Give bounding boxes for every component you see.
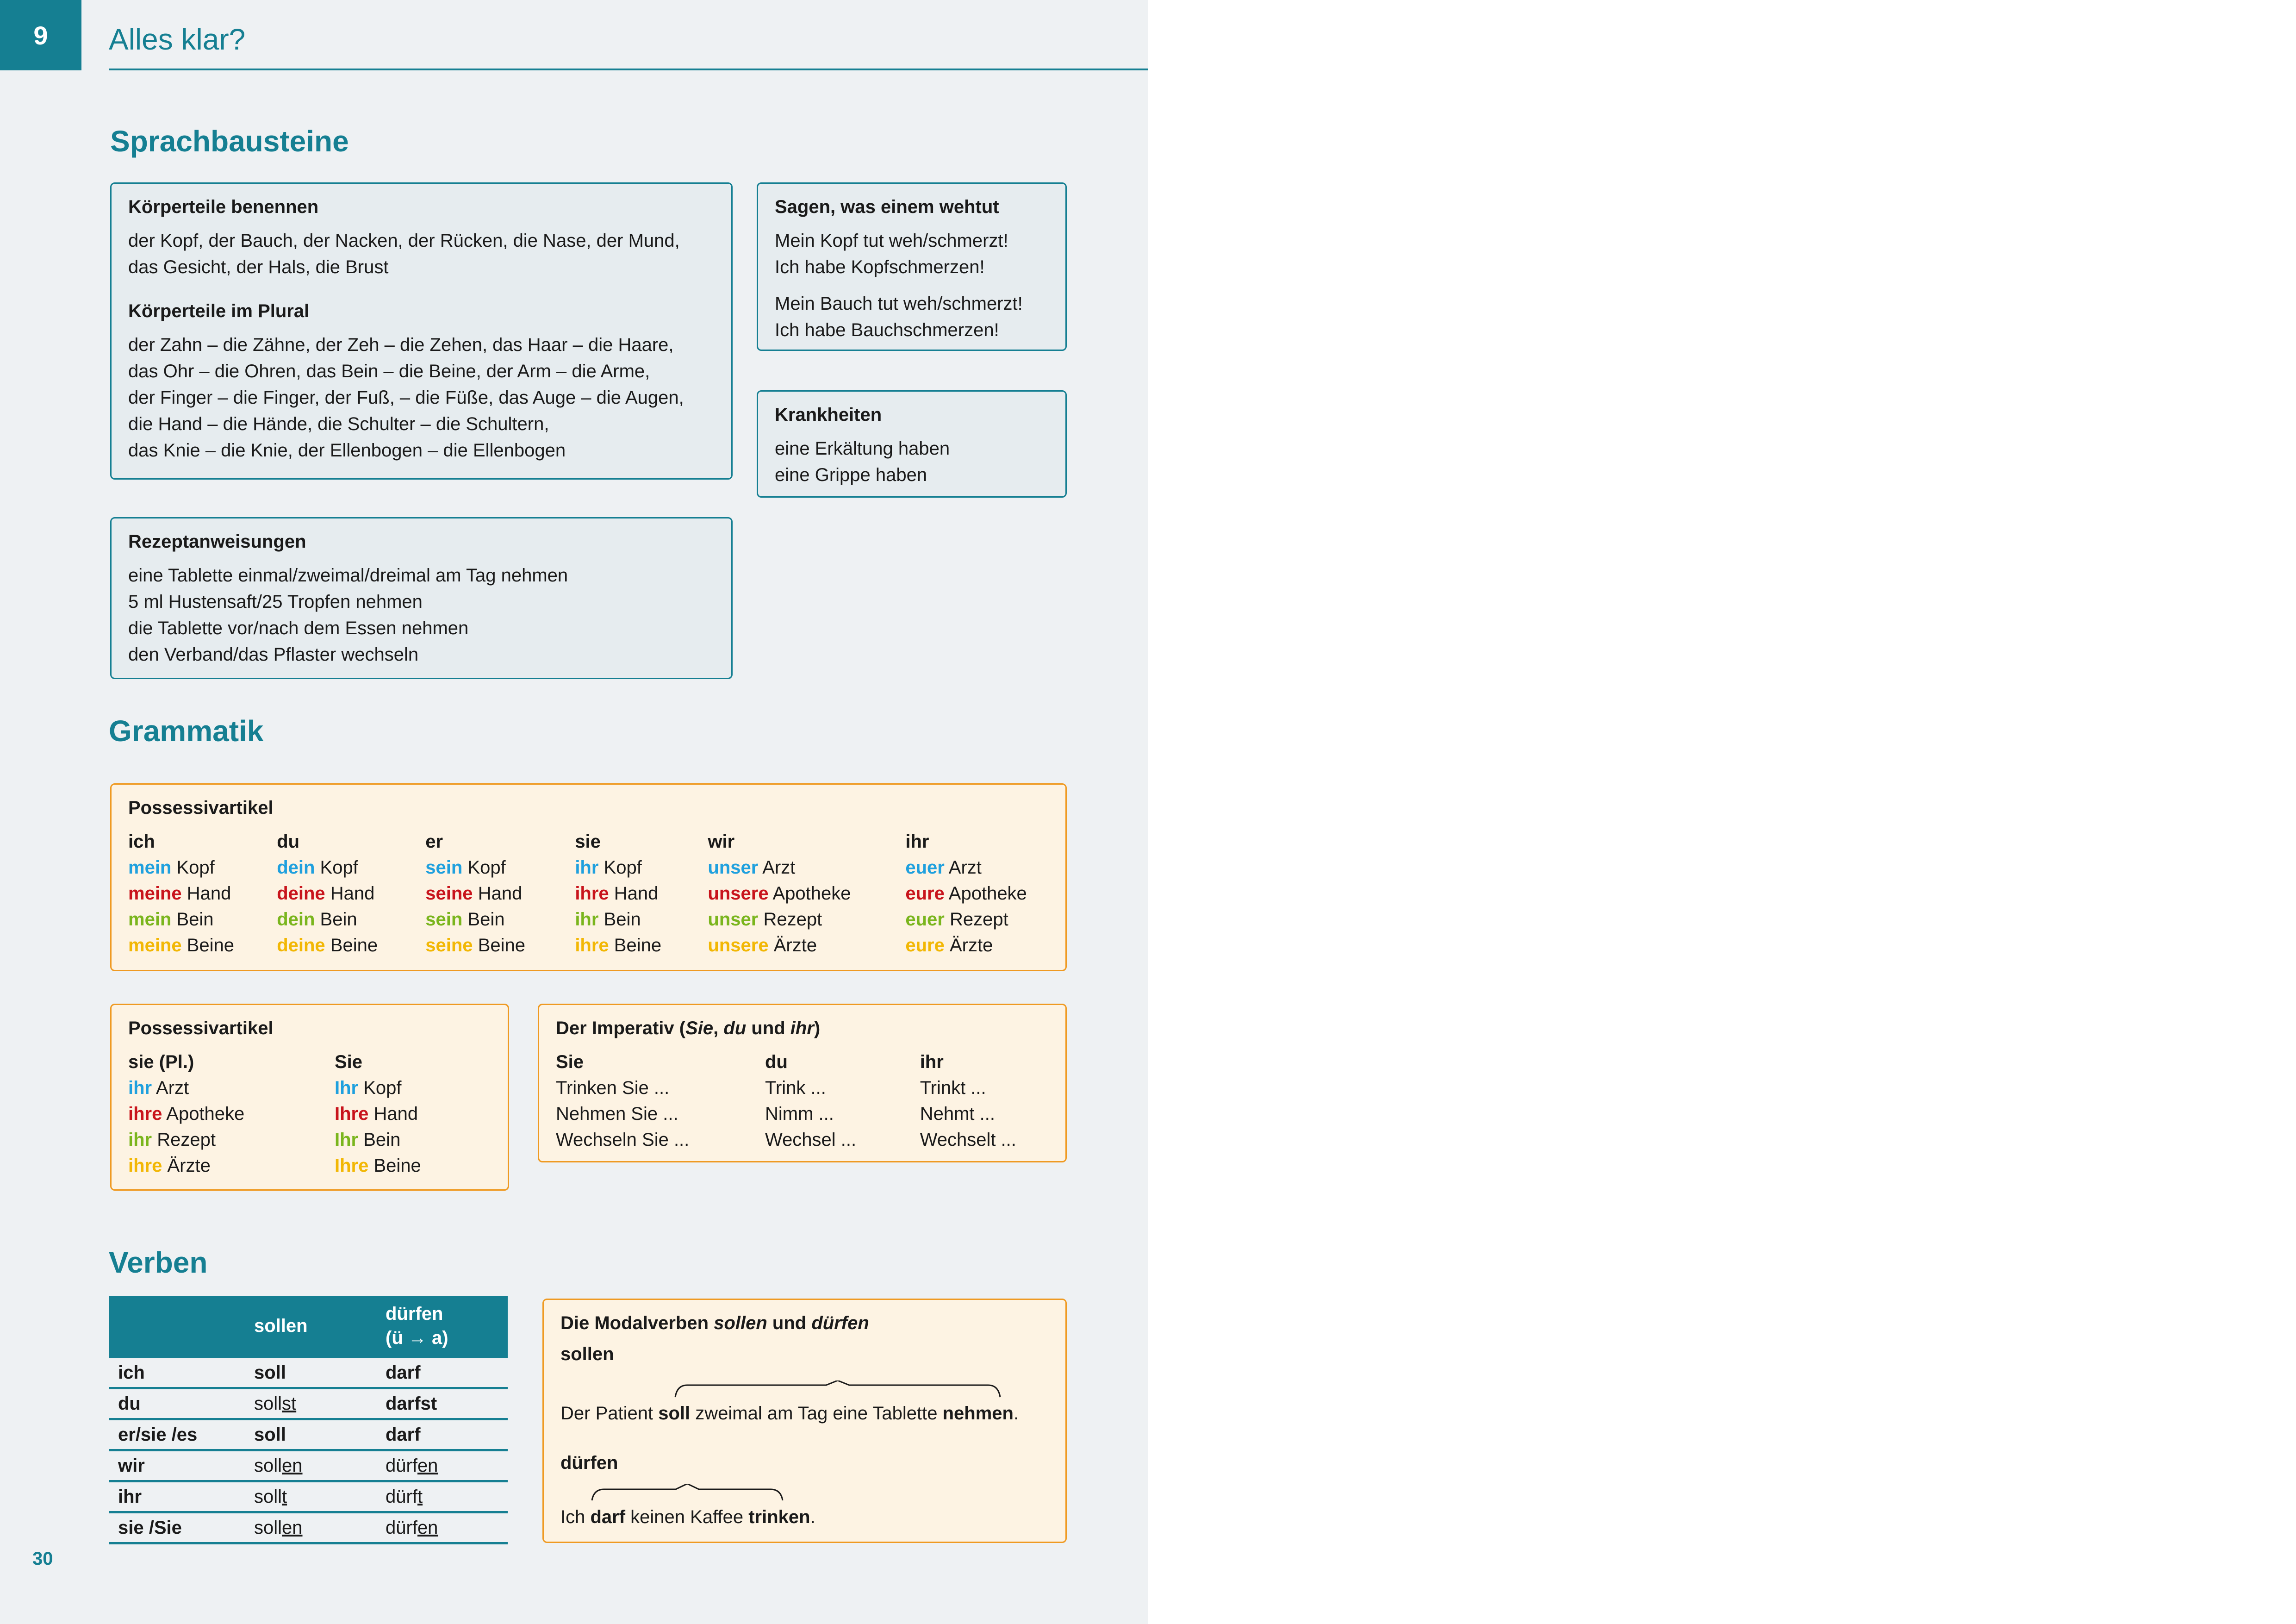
- box-possessivartikel-sie: [110, 1004, 509, 1191]
- noun: Ärzte: [950, 935, 993, 956]
- article: sein: [425, 857, 463, 878]
- box-title: Krankheiten: [775, 405, 882, 425]
- box-title: [556, 1018, 1049, 1039]
- article: deine: [277, 883, 325, 904]
- possessive-cell: [277, 881, 425, 906]
- form-duerfen: [376, 1357, 508, 1388]
- article: dein: [277, 857, 315, 878]
- possessive-cell: [277, 906, 425, 932]
- table-header-duerfen: [376, 1296, 508, 1357]
- article: ihre: [128, 1104, 162, 1124]
- noun: Beine: [614, 935, 662, 956]
- main-verb: nehmen: [942, 1403, 1014, 1424]
- title-text: Sie: [685, 1018, 714, 1038]
- possessive-cell: [708, 881, 905, 906]
- box-title: Possessivartikel: [128, 798, 274, 818]
- section-heading-verben: Verben: [109, 1246, 208, 1279]
- possessive-cell: [128, 906, 277, 932]
- article: sein: [425, 909, 463, 930]
- text-line: eine Grippe haben: [775, 465, 927, 485]
- modal-verb: soll: [658, 1403, 691, 1424]
- article: seine: [425, 883, 473, 904]
- stem: soll: [254, 1455, 282, 1476]
- page-title: Alles klar?: [109, 23, 246, 56]
- imperative-table: [556, 1049, 1049, 1153]
- imperative-cell: Wechselt ...: [920, 1130, 1016, 1150]
- sentence-text: Ich: [560, 1507, 591, 1527]
- imperative-cell: Wechseln Sie ...: [556, 1130, 690, 1150]
- col-head: sie (Pl.): [128, 1052, 194, 1072]
- col-head: du: [277, 831, 300, 852]
- col-head: ihr: [920, 1052, 944, 1072]
- sentence-text: keinen Kaffee: [625, 1507, 749, 1527]
- possessive-cell: [425, 855, 575, 881]
- box-koerperteile: [110, 182, 733, 480]
- ending: st: [282, 1393, 297, 1414]
- article: meine: [128, 883, 182, 904]
- section-heading-grammatik: Grammatik: [109, 714, 264, 748]
- text-line: Ich habe Kopfschmerzen!: [775, 257, 985, 277]
- sentence-text: .: [810, 1507, 815, 1527]
- possessive-cell: [128, 1153, 335, 1179]
- col-head: wir: [708, 831, 735, 852]
- ending: t: [417, 1486, 423, 1507]
- form-sollen: [245, 1357, 376, 1388]
- possessive-cell: [425, 881, 575, 906]
- noun: Kopf: [320, 857, 358, 878]
- sentence-text: zweimal am Tag eine Tablette: [690, 1403, 943, 1424]
- possessive-table: [128, 1049, 487, 1179]
- text-line: Mein Bauch tut weh/schmerzt!: [775, 294, 1023, 314]
- noun: Arzt: [762, 857, 796, 878]
- title-text: ): [814, 1018, 821, 1038]
- article: eure: [905, 883, 945, 904]
- possessive-cell: [905, 881, 1049, 906]
- article: ihr: [128, 1078, 152, 1098]
- title-text: sollen: [714, 1313, 767, 1333]
- noun: Ärzte: [773, 935, 817, 956]
- noun: Arzt: [948, 857, 982, 878]
- box-title: Rezeptanweisungen: [128, 531, 306, 552]
- ending: en: [282, 1455, 303, 1476]
- example-label-duerfen: dürfen: [560, 1453, 618, 1473]
- noun: Beine: [187, 935, 235, 956]
- stem: darf: [386, 1424, 421, 1445]
- text-line: das Gesicht, der Hals, die Brust: [128, 257, 389, 277]
- possessive-cell: [335, 1153, 487, 1179]
- form-duerfen: [376, 1388, 508, 1419]
- imperative-cell: Nehmen Sie ...: [556, 1104, 678, 1124]
- box-title: Körperteile benennen: [128, 197, 319, 217]
- title-text: ihr: [790, 1018, 814, 1038]
- ending: en: [417, 1455, 438, 1476]
- possessive-cell: [708, 932, 905, 958]
- title-text: und: [746, 1018, 790, 1038]
- text-line: das Knie – die Knie, der Ellenbogen – die Ellenbogen: [128, 440, 566, 461]
- chapter-number: 9: [33, 20, 48, 50]
- article: dein: [277, 909, 315, 930]
- table-row: [109, 1512, 508, 1543]
- possessive-cell: [128, 881, 277, 906]
- modal-verb: darf: [590, 1507, 626, 1527]
- person: er/sie /es: [109, 1419, 245, 1450]
- noun: Hand: [330, 883, 375, 904]
- article: euer: [905, 857, 945, 878]
- text-line: der Finger – die Finger, der Fuß, – die Füße, das Auge – die Augen,: [128, 387, 684, 408]
- possessive-cell: [708, 855, 905, 881]
- possessive-cell: [575, 906, 708, 932]
- noun: Hand: [478, 883, 523, 904]
- text-line: die Tablette vor/nach dem Essen nehmen: [128, 618, 469, 638]
- imperative-cell: Trinken Sie ...: [556, 1078, 670, 1098]
- article: ihre: [575, 883, 609, 904]
- text-line: das Ohr – die Ohren, das Bein – die Beine, der Arm – die Arme,: [128, 361, 650, 381]
- text-line: die Hand – die Hände, die Schulter – die Schultern,: [128, 414, 549, 434]
- col-head: er: [425, 831, 443, 852]
- possessive-cell: [575, 855, 708, 881]
- col-head: Sie: [556, 1052, 584, 1072]
- imperative-cell: Trinkt ...: [920, 1078, 986, 1098]
- table-row: [109, 1481, 508, 1512]
- form-sollen: [245, 1481, 376, 1512]
- text-line: 5 ml Hustensaft/25 Tropfen nehmen: [128, 592, 423, 612]
- example-sentence-duerfen: [560, 1507, 815, 1528]
- article: seine: [425, 935, 473, 956]
- stem: soll: [254, 1393, 282, 1414]
- text-line: Mein Kopf tut weh/schmerzt!: [775, 231, 1008, 251]
- form-duerfen: [376, 1450, 508, 1481]
- stem: soll: [254, 1362, 286, 1383]
- person: ihr: [109, 1481, 245, 1512]
- noun: Arzt: [156, 1078, 189, 1098]
- title-text: du: [723, 1018, 747, 1038]
- stem: soll: [254, 1424, 286, 1445]
- possessive-cell: [128, 932, 277, 958]
- possessive-cell: [425, 932, 575, 958]
- header-line: (ü → a): [386, 1328, 448, 1348]
- imperative-cell: Nimm ...: [765, 1104, 834, 1124]
- stem: darf: [386, 1362, 421, 1383]
- possessive-cell: [277, 855, 425, 881]
- possessive-cell: [905, 906, 1049, 932]
- section-heading-sprachbausteine: Sprachbausteine: [110, 125, 349, 158]
- table-row: [109, 1357, 508, 1388]
- article: euer: [905, 909, 945, 930]
- ending: en: [417, 1517, 438, 1538]
- text-line: eine Erkältung haben: [775, 438, 950, 459]
- stem: soll: [254, 1486, 282, 1507]
- header-line: dürfen: [386, 1304, 443, 1324]
- title-text: Die Modalverben: [560, 1313, 714, 1333]
- form-sollen: [245, 1450, 376, 1481]
- title-text: dürfen: [811, 1313, 869, 1333]
- col-head: ich: [128, 831, 155, 852]
- text-line: der Kopf, der Bauch, der Nacken, der Rücken, die Nase, der Mund,: [128, 231, 680, 251]
- noun: Bein: [604, 909, 641, 930]
- article: ihre: [128, 1156, 162, 1176]
- verb-conjugation-table: [109, 1296, 508, 1544]
- noun: Rezept: [950, 909, 1008, 930]
- example-label-sollen: sollen: [560, 1344, 614, 1364]
- box-title: [560, 1313, 1049, 1334]
- box-wehtun: [757, 182, 1067, 351]
- article: meine: [128, 935, 182, 956]
- article: eure: [905, 935, 945, 956]
- text-line: der Zahn – die Zähne, der Zeh – die Zehen, das Haar – die Haare,: [128, 335, 674, 355]
- possessive-cell: [335, 1127, 487, 1153]
- possessive-cell: [335, 1075, 487, 1101]
- article: mein: [128, 857, 172, 878]
- example-sentence-sollen: [560, 1403, 1019, 1424]
- box-krankheiten: [757, 390, 1067, 498]
- possessive-cell: [425, 906, 575, 932]
- noun: Hand: [614, 883, 659, 904]
- noun: Bein: [467, 909, 505, 930]
- table-header-sollen: sollen: [245, 1296, 376, 1357]
- noun: Kopf: [467, 857, 506, 878]
- possessive-cell: [575, 881, 708, 906]
- possessive-cell: [905, 855, 1049, 881]
- possessive-cell: [575, 932, 708, 958]
- person: ich: [109, 1357, 245, 1388]
- form-duerfen: [376, 1481, 508, 1512]
- noun: Apotheke: [948, 883, 1027, 904]
- noun: Bein: [176, 909, 214, 930]
- article: unser: [708, 909, 759, 930]
- text-line: den Verband/das Pflaster wechseln: [128, 644, 419, 665]
- article: deine: [277, 935, 325, 956]
- possessive-cell: [128, 1127, 335, 1153]
- col-head: ihr: [905, 831, 929, 852]
- sentence-text: .: [1013, 1403, 1019, 1424]
- col-head: du: [765, 1052, 788, 1072]
- noun: Beine: [478, 935, 525, 956]
- title-text: ,: [713, 1018, 724, 1038]
- page-number: 30: [32, 1549, 53, 1569]
- noun: Kopf: [363, 1078, 402, 1098]
- noun: Beine: [373, 1156, 421, 1176]
- noun: Rezept: [157, 1130, 216, 1150]
- box-possessivartikel: [110, 783, 1067, 971]
- table-row: [109, 1419, 508, 1450]
- main-verb: trinken: [748, 1507, 810, 1527]
- imperative-cell: Trink ...: [765, 1078, 826, 1098]
- text-line: Ich habe Bauchschmerzen!: [775, 320, 999, 340]
- text-line: eine Tablette einmal/zweimal/dreimal am Tag nehmen: [128, 565, 568, 586]
- noun: Kopf: [604, 857, 642, 878]
- sentence-bracket-icon: [590, 1484, 784, 1502]
- noun: Hand: [373, 1104, 418, 1124]
- possessive-table: [128, 829, 1049, 958]
- possessive-cell: [277, 932, 425, 958]
- possessive-cell: [905, 932, 1049, 958]
- header-rule: [109, 69, 1148, 70]
- table-row: [109, 1388, 508, 1419]
- possessive-cell: [128, 855, 277, 881]
- article: Ihre: [335, 1156, 369, 1176]
- person: wir: [109, 1450, 245, 1481]
- noun: Bein: [320, 909, 357, 930]
- article: Ihr: [335, 1130, 359, 1150]
- article: ihr: [575, 909, 599, 930]
- article: unsere: [708, 935, 769, 956]
- noun: Apotheke: [772, 883, 851, 904]
- noun: Beine: [330, 935, 378, 956]
- box-modalverben: [542, 1299, 1067, 1543]
- box-rezeptanweisungen: [110, 517, 733, 679]
- stem: soll: [254, 1517, 282, 1538]
- box-title: Possessivartikel: [128, 1018, 274, 1038]
- stem: dürf: [386, 1455, 417, 1476]
- possessive-cell: [335, 1101, 487, 1127]
- imperative-cell: Wechsel ...: [765, 1130, 857, 1150]
- noun: Kopf: [176, 857, 215, 878]
- person: sie /Sie: [109, 1512, 245, 1543]
- stem: dürf: [386, 1517, 417, 1538]
- form-sollen: [245, 1512, 376, 1543]
- article: Ihre: [335, 1104, 369, 1124]
- form-duerfen: [376, 1419, 508, 1450]
- col-head: Sie: [335, 1052, 363, 1072]
- ending: t: [282, 1486, 287, 1507]
- form-sollen: [245, 1419, 376, 1450]
- article: ihre: [575, 935, 609, 956]
- noun: Rezept: [763, 909, 822, 930]
- noun: Ärzte: [167, 1156, 211, 1176]
- person: du: [109, 1388, 245, 1419]
- table-row: [109, 1450, 508, 1481]
- box-imperativ: [538, 1004, 1067, 1162]
- article: mein: [128, 909, 172, 930]
- form-duerfen: [376, 1512, 508, 1543]
- title-text: und: [767, 1313, 812, 1333]
- col-head: sie: [575, 831, 601, 852]
- article: unsere: [708, 883, 769, 904]
- article: unser: [708, 857, 759, 878]
- article: ihr: [128, 1130, 152, 1150]
- box-subtitle: Körperteile im Plural: [128, 301, 310, 321]
- sentence-bracket-icon: [673, 1380, 1002, 1399]
- article: ihr: [575, 857, 599, 878]
- chapter-badge: [0, 0, 81, 70]
- possessive-cell: [128, 1075, 335, 1101]
- table-header-empty: [109, 1296, 245, 1357]
- noun: Bein: [363, 1130, 401, 1150]
- title-text: Der Imperativ (: [556, 1018, 686, 1038]
- possessive-cell: [128, 1101, 335, 1127]
- sentence-text: Der Patient: [560, 1403, 659, 1424]
- ending: en: [282, 1517, 303, 1538]
- stem: darfst: [386, 1393, 437, 1414]
- box-title: Sagen, was einem wehtut: [775, 197, 999, 217]
- noun: Hand: [187, 883, 231, 904]
- possessive-cell: [708, 906, 905, 932]
- article: Ihr: [335, 1078, 359, 1098]
- noun: Apotheke: [166, 1104, 245, 1124]
- form-sollen: [245, 1388, 376, 1419]
- imperative-cell: Nehmt ...: [920, 1104, 995, 1124]
- stem: dürf: [386, 1486, 417, 1507]
